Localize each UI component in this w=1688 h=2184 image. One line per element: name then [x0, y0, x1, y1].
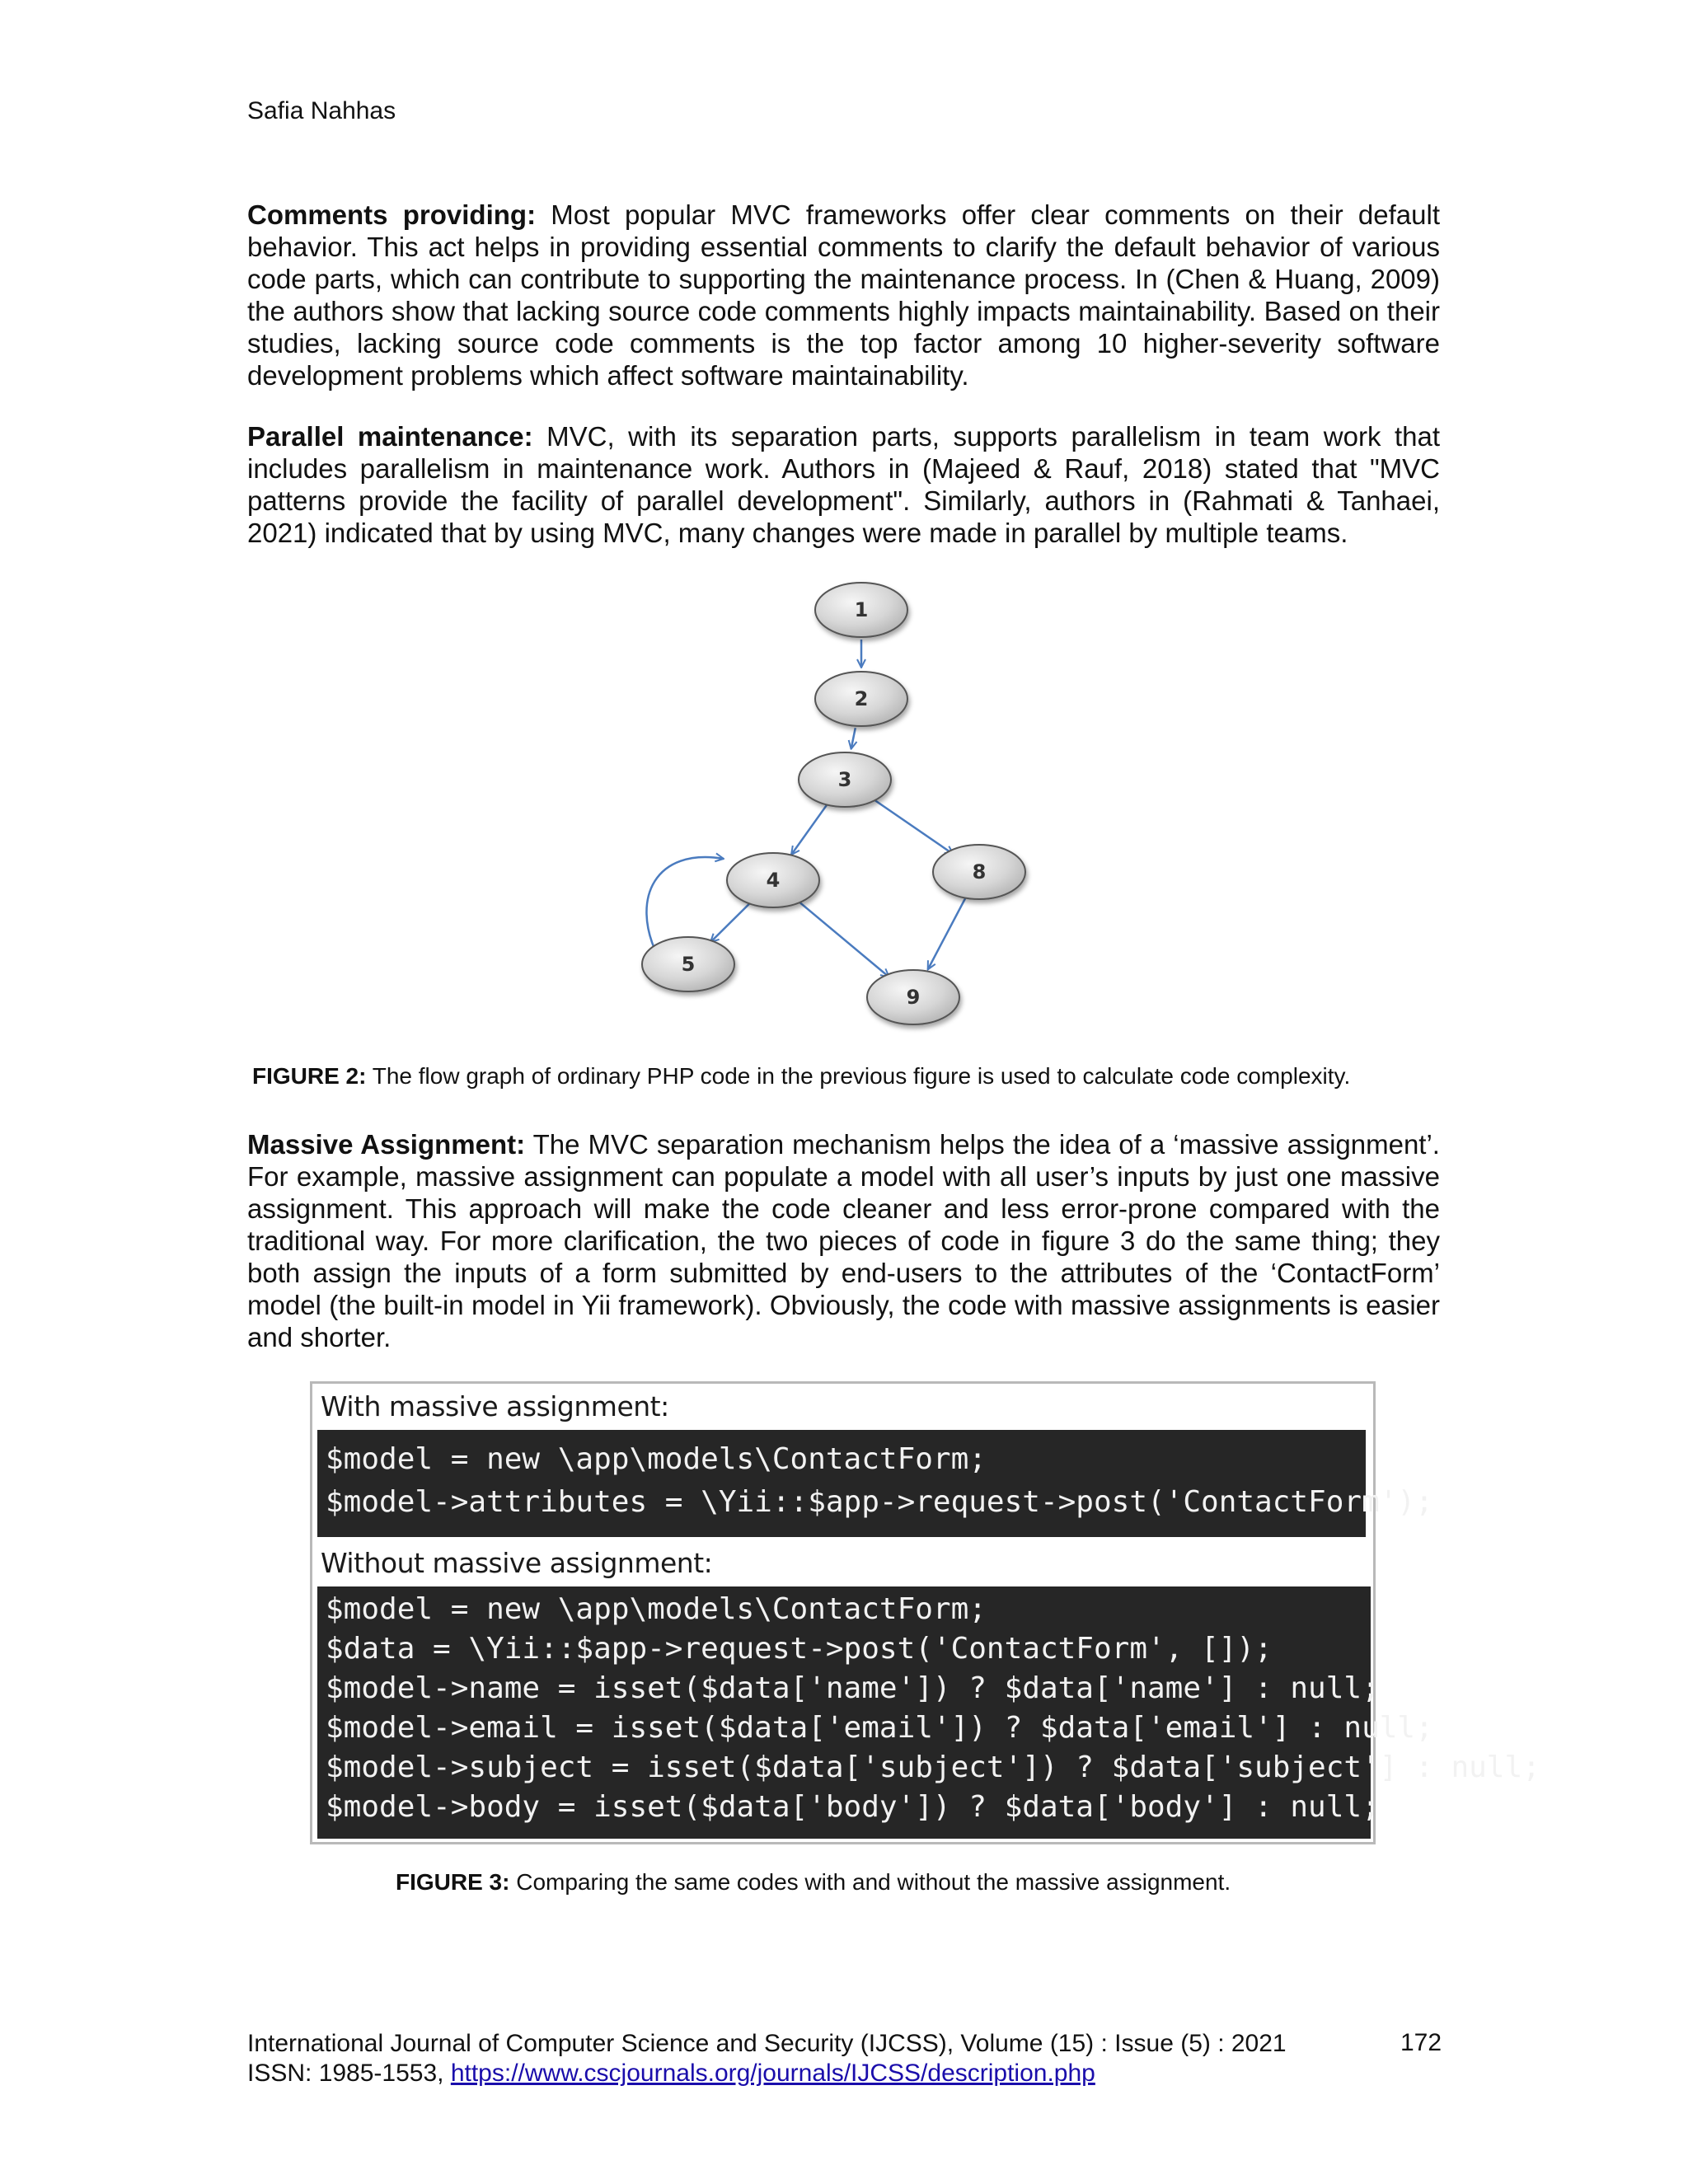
graph-node-3	[799, 752, 891, 807]
figure-3-caption	[396, 1869, 1231, 1896]
edge-4-to-5	[710, 901, 752, 942]
paragraph-parallel-maintenance	[247, 420, 1440, 549]
edge-8-to-9	[928, 898, 966, 970]
caption-label: FIGURE 3:	[396, 1869, 510, 1895]
graph-node-1	[815, 583, 907, 637]
running-header-author: Safia Nahhas	[247, 97, 396, 124]
without-massive-code-line: $data = \Yii::$app->request->post('ContactForm', []);	[326, 1632, 1273, 1666]
node-label: 9	[906, 986, 921, 1009]
with-massive-code-block	[317, 1430, 1433, 1537]
edge-3-to-8	[870, 796, 954, 854]
paragraph-heading: Comments providing:	[247, 199, 537, 230]
without-massive-code-line: $model->subject = isset($data['subject']) ? $data['subject'] : null;	[326, 1750, 1540, 1784]
node-label: 8	[972, 860, 987, 883]
paragraph-heading: Massive Assignment:	[247, 1129, 526, 1160]
page-number: 172	[1400, 2029, 1442, 2056]
without-massive-code-line: $model->name = isset($data['name']) ? $data['name'] : null;	[326, 1671, 1380, 1705]
paragraph-body: Most popular MVC frameworks offer clear comments on their default behavior. This act helps in providing essential comments to clarify the default behavior of various code parts, which can contribute to supporting the maintenance process. In (Chen & Huang, 2009) the authors show that lacking source code comments highly impacts maintainability. Based on their studies, lacking source code comments is the top factor among 10 higher-severity software development problems which affect software maintainability.	[247, 199, 1440, 391]
node-label: 1	[854, 598, 869, 621]
node-label: 4	[766, 869, 781, 892]
paragraph-massive-assignment	[247, 1128, 1440, 1353]
graph-node-5	[642, 937, 734, 991]
without-massive-code-block	[317, 1586, 1540, 1839]
edge-2-to-3	[851, 728, 856, 748]
footer-issn: ISSN: 1985-1553,	[247, 2060, 451, 2087]
graph-node-2	[815, 672, 907, 726]
node-label: 5	[681, 953, 696, 976]
without-massive-heading: Without massive assignment:	[321, 1547, 713, 1579]
paragraph-body: MVC, with its separation parts, supports parallelism in team work that includes parallelism in maintenance work. Authors in (Majeed & Rauf, 2018) stated that "MVC patterns provide the facility of parallel development". Similarly, authors in (Rahmati & Tanhaei, 2021) indicated that by using MVC, many changes were made in parallel by multiple teams.	[247, 421, 1440, 548]
caption-label: FIGURE 2:	[252, 1063, 367, 1089]
caption-text: Comparing the same codes with and without the massive assignment.	[509, 1869, 1231, 1895]
graph-node-8	[933, 845, 1025, 899]
graph-node-4	[727, 853, 819, 907]
without-massive-code-line: $model->body = isset($data['body']) ? $data['body'] : null;	[326, 1790, 1380, 1824]
without-massive-code-line: $model = new \app\models\ContactForm;	[326, 1592, 987, 1626]
node-label: 3	[837, 768, 852, 791]
code-comparison-figure	[310, 1381, 1540, 1844]
paragraph-body: The MVC separation mechanism helps the idea of a ‘massive assignment’. For example, massive assignment can populate a model with all user’s inputs by just one massive assignment. This approach will make the code cleaner and less error-prone compared with the traditional way. For more clarification, the two pieces of code in figure 3 do the same thing; they both assign the inputs of a form submitted by end-users to the attributes of the ‘ContactForm’ model (the built-in model in Yii framework). Obviously, the code with massive assignments is easier and shorter.	[247, 1129, 1440, 1352]
edge-3-to-4	[791, 804, 828, 855]
without-massive-code-line: $model->email = isset($data['email']) ? $data['email'] : null;	[326, 1711, 1433, 1745]
with-massive-code-line: $model->attributes = \Yii::$app->request->post('ContactForm');	[326, 1485, 1433, 1519]
journal-url-link[interactable]: https://www.cscjournals.org/journals/IJCSS/description.php	[450, 2060, 1095, 2087]
paragraph-heading: Parallel maintenance:	[247, 421, 533, 452]
edge-4-to-9	[796, 899, 889, 977]
caption-text: The flow graph of ordinary PHP code in the previous figure is used to calculate code complexity.	[366, 1063, 1351, 1089]
with-massive-code-line: $model = new \app\models\ContactForm;	[326, 1442, 987, 1476]
flow-graph-figure	[610, 569, 1071, 1055]
footer-journal: International Journal of Computer Science and Security (IJCSS), Volume (15) : Issue (5) : 2021	[247, 2030, 1287, 2057]
with-massive-heading: With massive assignment:	[321, 1390, 669, 1422]
page-footer	[247, 2029, 1287, 2088]
paragraph-comments-providing	[247, 199, 1440, 391]
graph-node-9	[867, 970, 959, 1024]
node-label: 2	[854, 687, 869, 710]
footer-issn-line	[247, 2059, 1287, 2088]
figure-2-caption	[252, 1063, 1350, 1090]
